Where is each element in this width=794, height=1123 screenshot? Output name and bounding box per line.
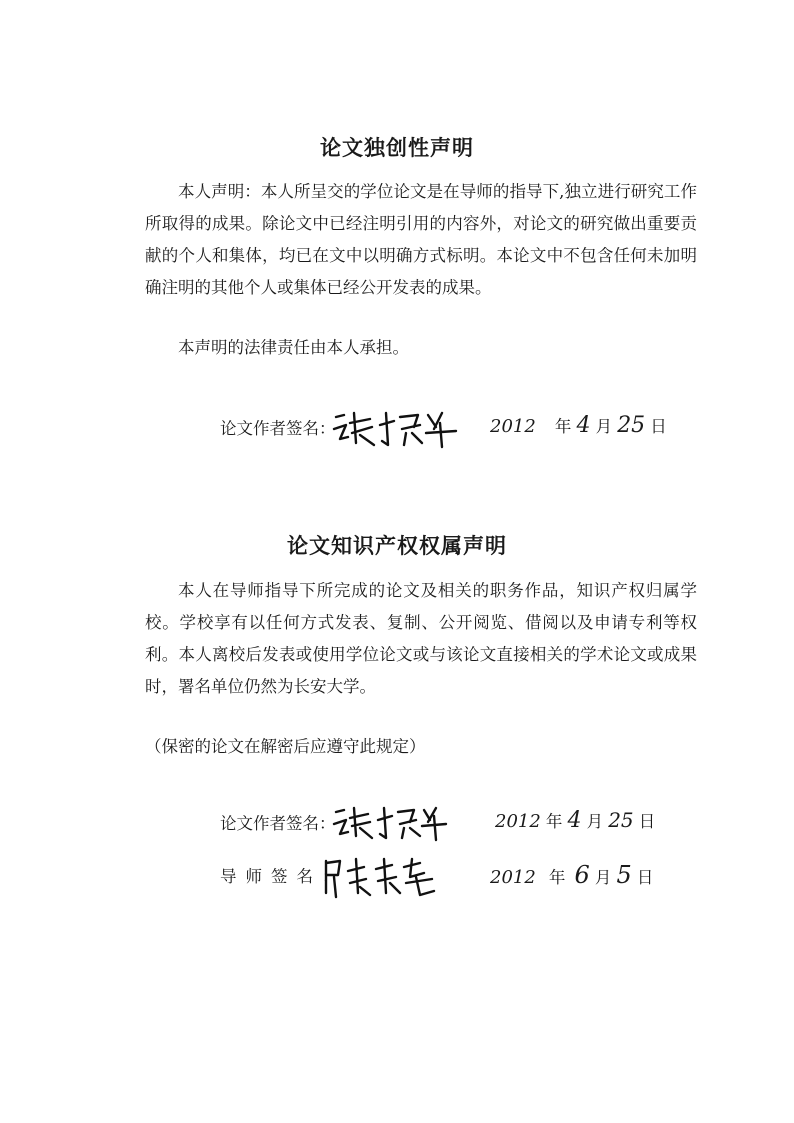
date-year-unit: 年 (545, 812, 563, 831)
supervisor-signature-row (220, 853, 670, 897)
originality-declaration-text: 本人声明：本人所呈交的学位论文是在导师的指导下,独立进行研究工作所取得的成果。除论文中已经注明引用的内容外，对论文的研究做出重要贡献的个人和集体，均已在文中以明确方式标明。本论文中不包含任何未加明确注明的其他个人或集体已经公开发表的成果。 (145, 182, 697, 297)
author-signature-date-1 (490, 413, 667, 453)
date-day-unit: 日 (638, 812, 656, 831)
date-day: 25 (608, 808, 634, 832)
date-month-unit: 月 (595, 417, 613, 436)
date-year: 2012 (490, 867, 536, 888)
date-month-unit: 月 (594, 868, 612, 887)
supervisor-signature-label: 导师签名： (220, 867, 348, 886)
supervisor-signature-date (490, 861, 653, 901)
date-year: 2012 (495, 811, 541, 832)
ip-declaration-title: 论文知识产权权属声明 (287, 534, 507, 558)
author-handwritten-signature (330, 405, 460, 449)
date-year: 2012 (490, 416, 536, 437)
date-year-unit: 年 (548, 868, 566, 887)
legal-responsibility-text: 本声明的法律责任由本人承担。 (178, 338, 409, 357)
date-day: 25 (617, 413, 646, 438)
originality-declaration-title: 论文独创性声明 (320, 136, 474, 160)
date-day-unit: 日 (650, 417, 667, 436)
ip-declaration-text: 本人在导师指导下所完成的论文及相关的职务作品，知识产权归属学校。学校享有以任何方式发表、复制、公开阅览、借阅以及申请专利等权利。本人离校后发表或使用学位论文或与该论文直接相关的学术论文或成果时，署名单位仍然为长安大学。 (145, 581, 697, 696)
author-signature-date-2 (495, 808, 655, 848)
author-signature-row-1 (220, 405, 670, 449)
date-month-unit: 月 (586, 812, 604, 831)
author-signature-label: 论文作者签名： (220, 419, 336, 438)
date-year-unit: 年 (554, 417, 572, 436)
date-day: 5 (616, 861, 632, 889)
date-month: 6 (574, 861, 590, 889)
date-month: 4 (567, 808, 582, 833)
supervisor-handwritten-signature (320, 853, 438, 899)
date-day-unit: 日 (636, 868, 654, 887)
confidential-note: （保密的论文在解密后应遵守此规定） (145, 737, 426, 756)
author-handwritten-signature (330, 800, 450, 844)
date-month: 4 (576, 413, 591, 438)
author-signature-row-2 (220, 800, 670, 844)
author-signature-label: 论文作者签名： (220, 814, 336, 833)
